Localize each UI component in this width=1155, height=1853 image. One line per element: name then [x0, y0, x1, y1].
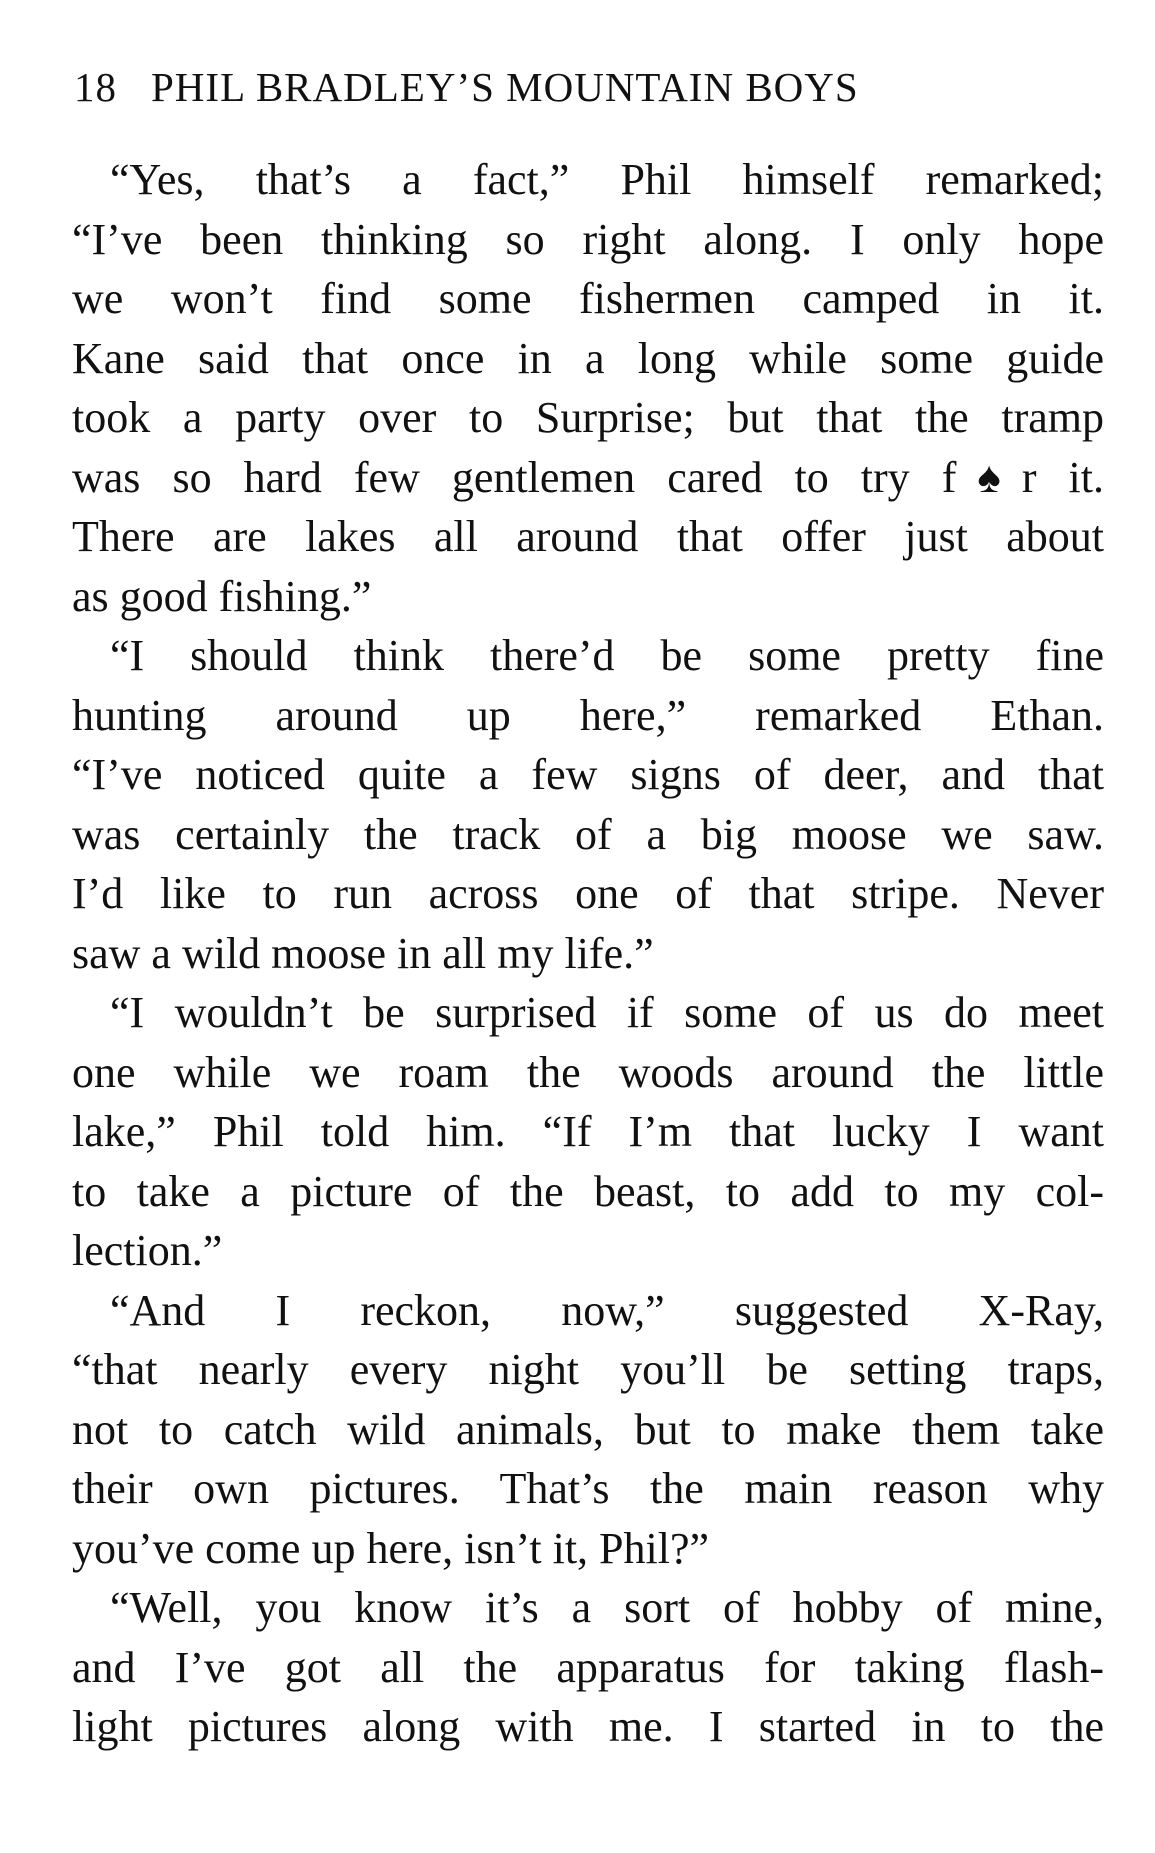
text-line: “Well, you know it’s a sort of hobby of mine,: [110, 1583, 1104, 1632]
text-line: their own pictures. That’s the main reason why: [72, 1464, 1104, 1513]
text-line: as good fishing.”: [72, 571, 372, 621]
text-line: “that nearly every night you’ll be setting traps,: [72, 1345, 1104, 1394]
text-line: saw a wild moose in all my life.”: [72, 928, 654, 978]
text-line: lake,” Phil told him. “If I’m that lucky I want: [72, 1107, 1104, 1156]
text-line: hunting around up here,” remarked Ethan.: [72, 690, 1104, 740]
text-line: light pictures along with me. I started in to the: [72, 1702, 1104, 1751]
text-line: was so hard few gentlemen cared to try f♠r it.: [72, 452, 1104, 502]
text-line: and I’ve got all the apparatus for taking flash-: [72, 1642, 1104, 1692]
text-line: “Yes, that’s a fact,” Phil himself remarked;: [110, 155, 1104, 204]
text-line: you’ve come up here, isn’t it, Phil?”: [72, 1523, 710, 1573]
text-line: to take a picture of the beast, to add to my col-: [72, 1166, 1104, 1216]
page-number: 18: [74, 64, 117, 110]
text-line: There are lakes all around that offer just about: [72, 512, 1104, 561]
text-line: “I wouldn’t be surprised if some of us do meet: [110, 988, 1104, 1037]
text-line: “I’ve been thinking so right along. I only hope: [72, 214, 1104, 264]
text-line: not to catch wild animals, but to make them take: [72, 1404, 1104, 1454]
text-line: we won’t find some fishermen camped in it.: [72, 274, 1104, 323]
running-head: [74, 62, 1074, 112]
text-line: “I’ve noticed quite a few signs of deer, and that: [72, 750, 1104, 799]
text-line: “And I reckon, now,” suggested X-Ray,: [110, 1285, 1104, 1335]
running-title: PHIL BRADLEY’S MOUNTAIN BOYS: [151, 64, 859, 110]
text-line: lection.”: [72, 1226, 223, 1275]
text-line: “I should think there’d be some pretty fine: [110, 631, 1104, 680]
text-line: was certainly the track of a big moose we saw.: [72, 809, 1104, 859]
text-line: Kane said that once in a long while some guide: [72, 333, 1104, 383]
body-text: [72, 150, 1104, 1757]
text-line: I’d like to run across one of that stripe. Never: [72, 869, 1104, 918]
text-line: took a party over to Surprise; but that the tramp: [72, 393, 1104, 442]
text-line: one while we roam the woods around the little: [72, 1047, 1104, 1097]
